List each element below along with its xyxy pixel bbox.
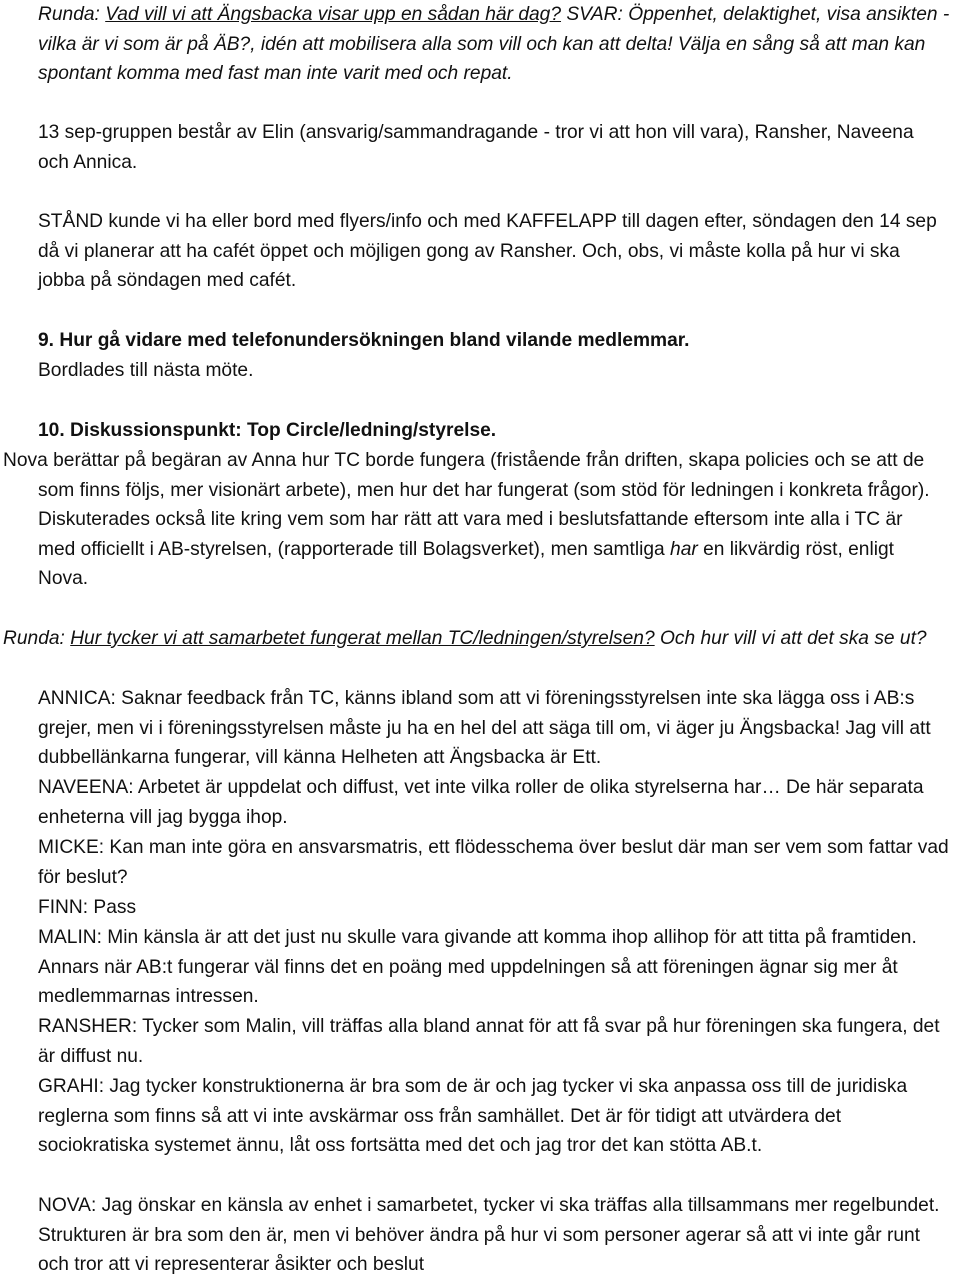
runda-question: Vad vill vi att Ängsbacka visar upp en sådan här dag? xyxy=(105,4,562,25)
response-nova: NOVA: Jag önskar en känsla av enhet i samarbetet, tycker vi ska träffas alla tillsammans mer regelbundet. Strukturen är bra som den är, men vi behöver ändra på hur vi som personer agerar så att vi inte går runt och tror att vi representerar åsikter och beslut xyxy=(38,1195,940,1276)
response-grahi: GRAHI: Jag tycker konstruktionerna är bra som de är och jag tycker vi ska anpassa oss till de juridiska reglerna som finns så att vi inte avskärmar oss från samhället. Det är för tidigt att utvärdera det sociokratiska systemet ännu, låt oss fortsätta med det och jag tror det kan stötta AB.t. xyxy=(38,1076,908,1157)
item10-emphasis: har xyxy=(670,538,698,560)
item10-heading: 10. Diskussionspunkt: Top Circle/ledning/styrelse. xyxy=(38,420,497,441)
item9-text: Bordlades till nästa möte. xyxy=(38,360,254,381)
item10-text-part2: en likvärdig röst, enligt Nova. xyxy=(38,538,894,590)
stand-paragraph: STÅND kunde vi ha eller bord med flyers/info och med KAFFELAPP till dagen efter, söndagen den 14 sep då vi planerar att ha cafét öppet och möjligen gong av Ransher. Och, obs, vi måste kolla på hur vi ska jobba på söndagen med cafét. xyxy=(38,211,937,292)
response-naveena: NAVEENA: Arbetet är uppdelat och diffust, vet inte vilka roller de olika styrelserna har… De här separata enheterna vill jag bygga ihop. xyxy=(38,777,924,828)
runda2-question xyxy=(3,624,943,654)
runda-prefix: Runda: xyxy=(38,4,106,25)
svar-label: SVAR: xyxy=(561,4,629,25)
runda2-prefix: Runda: xyxy=(3,628,71,649)
response-finn: FINN: Pass xyxy=(38,897,137,918)
item10-paragraph xyxy=(3,446,943,594)
response-annica: ANNICA: Saknar feedback från TC, känns ibland som att vi föreningsstyrelsen inte ska lägga oss i AB:s grejer, men vi i föreningsstyrelsen måste ju ha en hel del att säga till om, vi äger ju Ängsbacka! Jag vill att dubbellänkarna fungerar, vill känna Helheten att Ängsbacka är Ett. xyxy=(38,688,931,769)
response-ransher: RANSHER: Tycker som Malin, vill träffas alla bland annat för att få svar på hur föreningen ska fungera, det är diffust nu. xyxy=(38,1016,940,1067)
response-micke: MICKE: Kan man inte göra en ansvarsmatris, ett flödesschema över beslut där man ser vem som fattar vad för beslut? xyxy=(38,837,949,888)
response-malin: MALIN: Min känsla är att det just nu skulle vara givande att komma ihop allihop för att titta på framtiden. Annars när AB:t fungerar väl finns det en poäng med uppdelningen så att föreningen ägnar sig mer åt medlemmarnas intressen. xyxy=(38,927,917,1008)
svar-text: Öppenhet, delaktighet, visa ansikten - vilka är vi som är på ÄB?, idén att mobilisera alla som vill och kan att delta! Välja en sång så att man kan spontant komma med fast man inte varit med och repat. xyxy=(38,4,950,85)
group-paragraph: 13 sep-gruppen består av Elin (ansvarig/sammandragande - tror vi att hon vill vara), Ransher, Naveena och Annica. xyxy=(38,122,914,173)
item10-text-part1: Nova berättar på begäran av Anna hur TC borde fungera (fristående från driften, skapa policies och se att de som finns följs, mer visionärt arbete), men hur det har fungerat (som stöd för ledningen i konkreta frågor). Diskuterades också lite kring vem som har rätt att vara med i beslutsfattande eftersom inte alla i TC är med officiellt i AB-styrelsen, (rapporterade till Bolagsverket), men samtliga xyxy=(3,450,930,560)
runda2-rest: Och hur vill vi att det ska se ut? xyxy=(654,628,927,649)
item9-heading: 9. Hur gå vidare med telefonundersökningen bland vilande medlemmar. xyxy=(38,330,690,351)
intro-paragraph xyxy=(38,0,956,89)
runda2-underlined: Hur tycker vi att samarbetet fungerat mellan TC/ledningen/styrelsen? xyxy=(70,628,655,649)
